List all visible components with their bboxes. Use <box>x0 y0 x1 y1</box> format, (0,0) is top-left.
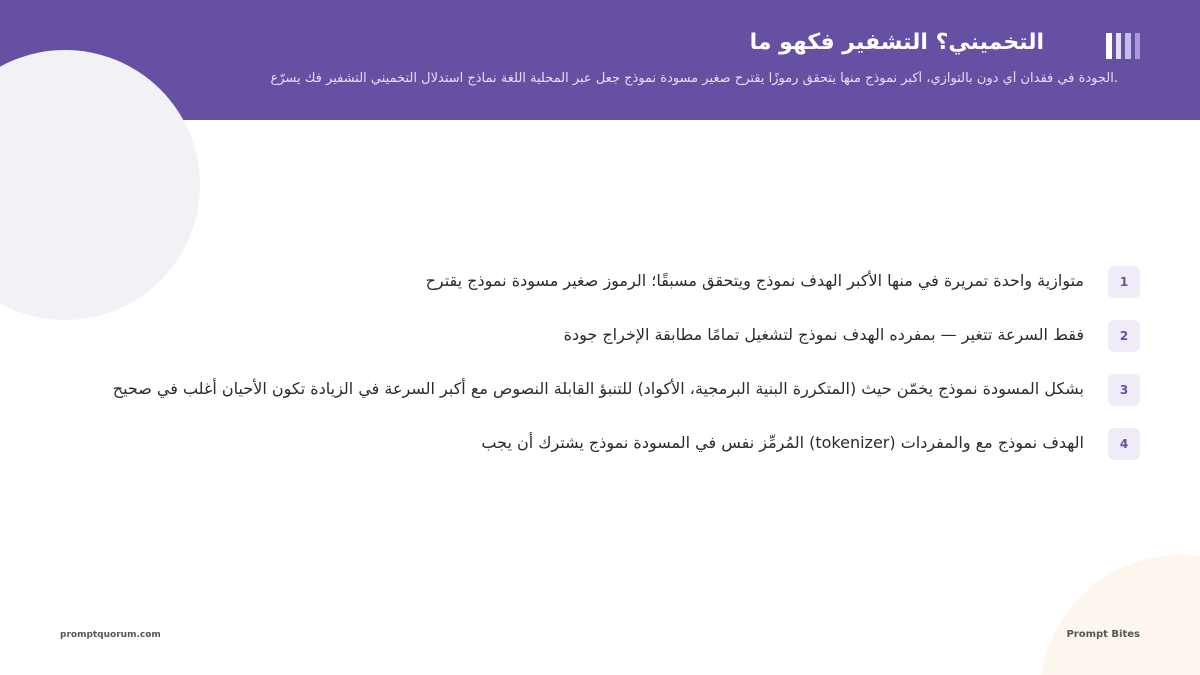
header-banner <box>0 0 1200 120</box>
logo-bar <box>1135 33 1141 59</box>
footer-url: promptquorum.com <box>60 630 161 640</box>
number-badge: 2 <box>1108 320 1140 352</box>
decorative-circle <box>1040 555 1200 675</box>
list-item <box>30 428 1140 460</box>
list-item-text: متوازية واحدة تمريرة في منها الأكبر الهدف نموذج ويتحقق مسبقًا؛ الرموز صغير مسودة نموذج يقترح <box>425 271 1084 290</box>
number-badge: 3 <box>1108 374 1140 406</box>
list-item-text: الهدف نموذج مع والمفردات (tokenizer) المُرمِّز نفس في المسودة نموذج يشترك أن يجب <box>481 433 1084 452</box>
logo-bars-icon <box>1106 33 1140 59</box>
logo-bar <box>1116 33 1122 59</box>
footer-brand: Prompt Bites <box>1066 629 1140 640</box>
logo-bar <box>1106 33 1112 59</box>
list-item-text: فقط السرعة تتغير — بمفرده الهدف نموذج لتشغيل تمامًا مطابقة الإخراج جودة <box>563 325 1084 344</box>
number-badge: 4 <box>1108 428 1140 460</box>
numbered-list <box>30 266 1140 482</box>
logo-bar <box>1125 33 1131 59</box>
page-title: التخميني؟ التشفير فكهو ما <box>749 30 1044 55</box>
list-item <box>30 320 1140 352</box>
page-subtitle: .الجودة في فقدان أي دون بالتوازي، أكبر نموذج منها يتحقق رموزًا يقترح صغير مسودة نموذج جعل عبر المحلية اللغة نماذج استدلال التخميني التشفير فك يسرّع <box>270 71 1118 86</box>
list-item <box>30 374 1140 406</box>
list-item-text: بشكل المسودة نموذج يخمّن حيث (المتكررة البنية البرمجية، الأكواد) للتنبؤ القابلة النصوص مع أكبر السرعة في الزيادة تكون الأحيان أغلب في صحيح <box>112 379 1084 398</box>
list-item <box>30 266 1140 298</box>
number-badge: 1 <box>1108 266 1140 298</box>
